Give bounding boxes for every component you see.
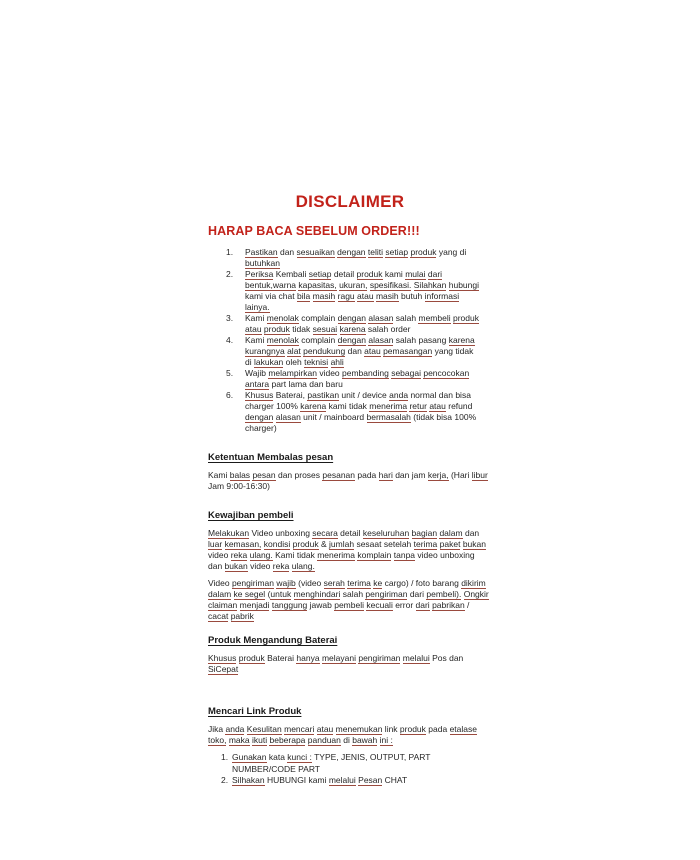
list-item-text: Kami menolak complain dengan alasan salah membeli produk atau produk tidak sesuai karena salah order — [245, 313, 479, 334]
list-item-text: Periksa Kembali setiap detail produk kami mulai dari bentuk,warna kapasitas, ukuran, spesifikasi. Silahkan hubungi kami via chat bila masih ragu atau masih butuh informasi lainya. — [245, 269, 480, 312]
section-heading: Mencari Link Produk — [208, 706, 302, 717]
paragraph: Jika anda Kesulitan mencari atau menemukan link produk pada etalase toko, maka ikuti beberapa panduan di bawah ini : — [208, 724, 477, 745]
guide-list-item — [208, 752, 492, 775]
disclaimer-list-item — [208, 313, 492, 335]
list-item-number: 5. — [226, 368, 234, 378]
list-item-text: Gunakan kata kunci : TYPE, JENIS, OUTPUT, PART NUMBER/CODE PART — [232, 752, 431, 774]
disclaimer-list-item — [208, 368, 492, 390]
list-item-text: Silhakan HUBUNGI kami melalui Pesan CHAT — [232, 775, 408, 785]
list-item-number: 1. — [226, 247, 234, 257]
page-title: DISCLAIMER — [295, 192, 405, 211]
list-item-number: 3. — [226, 313, 234, 323]
section-mencari-link-produk — [208, 706, 492, 787]
disclaimer-list-item — [208, 390, 492, 434]
list-item-number: 2. — [226, 269, 234, 279]
warning-heading: HARAP BACA SEBELUM ORDER!!! — [208, 224, 420, 238]
search-guide-list — [208, 752, 492, 787]
list-item-number: 1. — [221, 752, 229, 762]
list-item-number: 2. — [221, 775, 229, 785]
paragraph: Kami balas pesan dan proses pesanan pada hari dan jam kerja, (Hari libur Jam 9:00-16:30) — [208, 470, 488, 491]
paragraph: Khusus produk Baterai hanya melayani pengiriman melalui Pos dan SiCepat — [208, 653, 464, 674]
disclaimer-list — [208, 247, 492, 434]
paragraph: Melakukan Video unboxing secara detail keseluruhan bagian dalam dan luar kemasan, kondisi produk & jumlah sesaat setelah terima paket bukan video reka ulang. Kami tidak menerima komplain tanpa video unboxing dan bukan video reka ulang. — [208, 528, 486, 571]
list-item-text: Wajib melampirkan video pembanding sebagai pencocokan antara part lama dan baru — [245, 368, 470, 389]
list-item-text: Pastikan dan sesuaikan dengan teliti setiap produk yang di butuhkan — [245, 247, 467, 268]
section-produk-mengandung-baterai — [208, 635, 492, 675]
section-ketentuan-membalas-pesan — [208, 452, 492, 492]
section-heading: Produk Mengandung Baterai — [208, 635, 338, 646]
list-item-text: Kami menolak complain dengan alasan salah pasang karena kurangnya alat pendukung dan atau pemasangan yang tidak di lakukan oleh teknisi ahli — [245, 335, 475, 367]
disclaimer-list-item — [208, 335, 492, 368]
list-item-number: 4. — [226, 335, 234, 345]
section-heading: Ketentuan Membalas pesan — [208, 452, 334, 463]
paragraph: Video pengiriman wajib (video serah terima ke cargo) / foto barang dikirim dalam ke segel (untuk menghindari salah pengiriman dari pembeli). Ongkir claiman menjadi tanggung jawab pembeli kecuali error dari pabrikan / cacat pabrik — [208, 578, 489, 621]
document-page — [208, 0, 492, 787]
section-heading: Kewajiban pembeli — [208, 510, 294, 521]
disclaimer-list-item — [208, 247, 492, 269]
section-kewajiban-pembeli — [208, 510, 492, 622]
list-item-text: Khusus Baterai, pastikan unit / device anda normal dan bisa charger 100% karena kami tidak menerima retur atau refund dengan alasan unit / mainboard bermasalah (tidak bisa 100% charger) — [245, 390, 477, 433]
disclaimer-list-item — [208, 269, 492, 313]
guide-list-item — [208, 775, 492, 787]
list-item-number: 6. — [226, 390, 234, 400]
